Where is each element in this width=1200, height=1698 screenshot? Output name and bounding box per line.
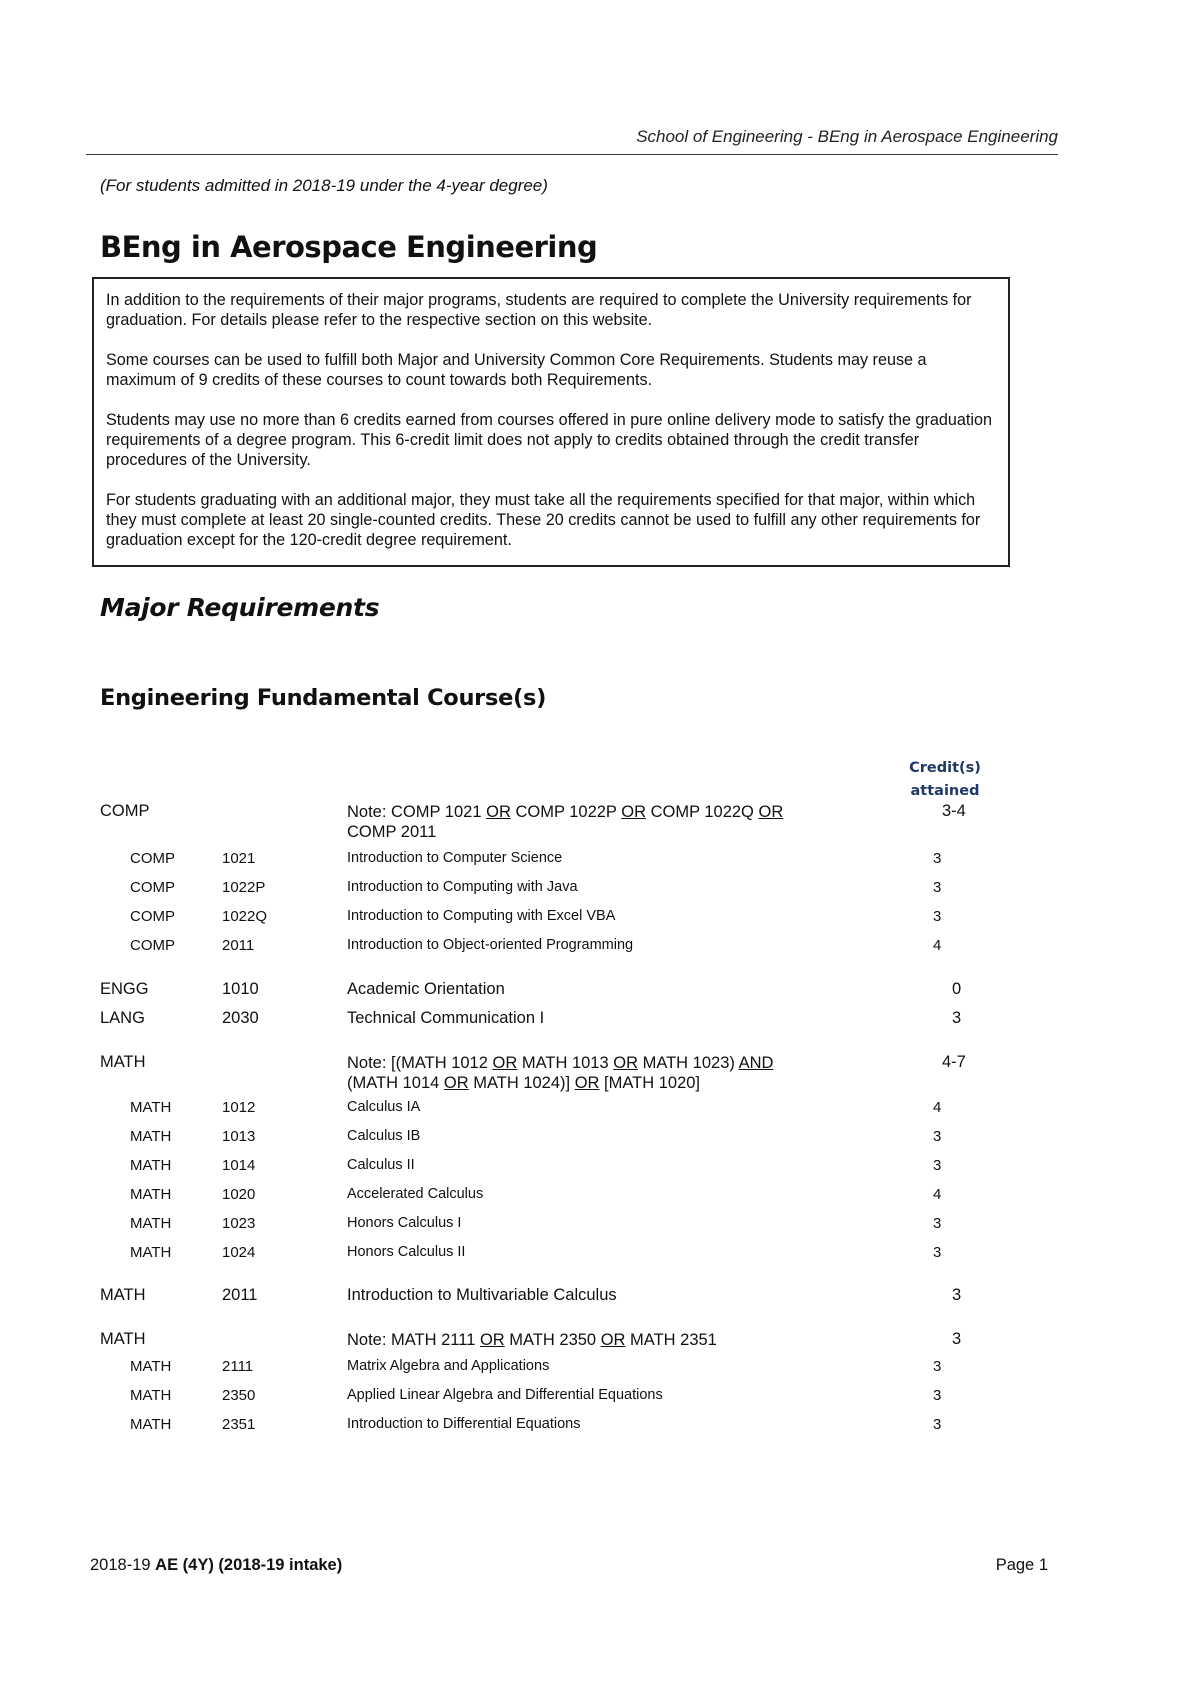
course-credits: 3: [952, 1286, 962, 1304]
course-subject: MATH: [130, 1387, 172, 1404]
course-title: Honors Calculus I: [347, 1215, 462, 1231]
admission-note: (For students admitted in 2018-19 under the 4-year degree): [100, 176, 548, 195]
requirements-notice-box: [92, 277, 1010, 567]
course-credits: 4: [933, 937, 942, 954]
course-subject: MATH: [130, 1244, 172, 1261]
course-credits: 3: [933, 1128, 942, 1145]
course-credits: 3: [952, 1330, 962, 1348]
course-subject: MATH: [130, 1416, 172, 1433]
course-number: 2011: [222, 1286, 258, 1304]
course-title: Introduction to Computing with Excel VBA: [347, 908, 616, 924]
course-subject: COMP: [130, 850, 175, 867]
course-number: 2351: [222, 1416, 256, 1433]
course-credits: 3: [933, 850, 942, 867]
course-number: 2350: [222, 1387, 256, 1404]
course-credits: 0: [952, 980, 962, 998]
header-divider: [86, 154, 1058, 155]
course-title: Applied Linear Algebra and Differential Equations: [347, 1387, 663, 1403]
course-subject: MATH: [130, 1358, 172, 1375]
course-number: 1024: [222, 1244, 256, 1261]
course-credits: 3-4: [942, 802, 966, 820]
course-title: Introduction to Object-oriented Programming: [347, 937, 634, 953]
course-number: 1014: [222, 1157, 256, 1174]
course-credits: 4-7: [942, 1053, 966, 1071]
course-subject: ENGG: [100, 980, 149, 998]
course-subject: COMP: [130, 937, 175, 954]
course-title: Accelerated Calculus: [347, 1186, 484, 1202]
course-credits: 3: [933, 879, 942, 896]
course-credits: 3: [933, 1215, 942, 1232]
course-subject: MATH: [130, 1099, 172, 1116]
course-credits: 3: [933, 1387, 942, 1404]
course-credits: 3: [933, 1416, 942, 1433]
course-credits: 3: [933, 908, 942, 925]
course-group-note: Note: COMP 1021 OR COMP 1022P OR COMP 1022Q OR COMP 2011: [347, 803, 784, 841]
notice-paragraph: Some courses can be used to fulfill both Major and University Common Core Requirements. Students may reuse a maximum of 9 credits of these courses to count towards both Requirements.: [106, 351, 927, 389]
course-title: Introduction to Differential Equations: [347, 1416, 581, 1432]
course-subject: MATH: [130, 1128, 172, 1145]
notice-paragraph: In addition to the requirements of their major programs, students are required to complete the University requirements for graduation. For details please refer to the respective section on this website.: [106, 291, 972, 329]
course-subject: COMP: [100, 802, 150, 820]
course-number: 1023: [222, 1215, 256, 1232]
footer-program: AE (4Y) (2018-19 intake): [155, 1556, 343, 1574]
course-subject: MATH: [130, 1215, 172, 1232]
credit-header-line: attained: [910, 783, 980, 799]
course-title: Calculus IB: [347, 1128, 421, 1144]
course-group-note: Note: MATH 2111 OR MATH 2350 OR MATH 2351: [347, 1331, 717, 1349]
footer-program-label: [90, 1556, 342, 1575]
document-header-title: School of Engineering - BEng in Aerospace Engineering: [636, 127, 1058, 146]
course-number: 1021: [222, 850, 256, 867]
credit-header-line: Credit(s): [909, 760, 981, 776]
course-title: Matrix Algebra and Applications: [347, 1358, 550, 1374]
course-credits: 3: [933, 1358, 942, 1375]
course-subject: MATH: [100, 1053, 146, 1071]
course-subject: MATH: [100, 1330, 146, 1348]
course-group-note: Note: [(MATH 1012 OR MATH 1013 OR MATH 1023) AND (MATH 1014 OR MATH 1024)] OR [MATH 1020]: [347, 1054, 774, 1092]
course-credits: 4: [933, 1186, 942, 1203]
course-subject: MATH: [100, 1286, 146, 1304]
course-number: 1013: [222, 1128, 256, 1145]
course-title: Honors Calculus II: [347, 1244, 466, 1260]
course-subject: COMP: [130, 879, 175, 896]
course-subject: MATH: [130, 1157, 172, 1174]
footer-page-number: Page 1: [995, 1556, 1048, 1574]
footer-year: 2018-19: [90, 1556, 151, 1574]
course-subject: COMP: [130, 908, 175, 925]
course-subject: LANG: [100, 1009, 145, 1027]
course-number: 1010: [222, 980, 259, 998]
section-title: Major Requirements: [100, 593, 380, 622]
course-number: 2030: [222, 1009, 259, 1027]
course-title: Academic Orientation: [347, 980, 505, 998]
course-title: Introduction to Computing with Java: [347, 879, 578, 895]
page-title: BEng in Aerospace Engineering: [100, 230, 598, 264]
course-title: Calculus IA: [347, 1099, 421, 1115]
course-credits: 3: [933, 1157, 942, 1174]
subsection-title: Engineering Fundamental Course(s): [100, 685, 547, 711]
course-title: Introduction to Multivariable Calculus: [347, 1286, 617, 1304]
course-credits: 4: [933, 1099, 942, 1116]
course-number: 1012: [222, 1099, 256, 1116]
course-number: 2111: [222, 1358, 254, 1375]
course-title: Technical Communication I: [347, 1009, 545, 1027]
credit-column-header: [905, 757, 985, 803]
course-credits: 3: [952, 1009, 962, 1027]
course-number: 1022P: [222, 879, 266, 896]
course-title: Calculus II: [347, 1157, 415, 1173]
course-number: 1022Q: [222, 908, 268, 925]
course-credits: 3: [933, 1244, 942, 1261]
notice-paragraph: For students graduating with an additional major, they must take all the requirements specified for that major, within which they must complete at least 20 single-counted credits. These 20 credits cannot be used to fulfill any other requirements for graduation except for the 120-credit degree requirement.: [106, 491, 981, 549]
notice-paragraph: Students may use no more than 6 credits earned from courses offered in pure online delivery mode to satisfy the graduation requirements of a degree program. This 6-credit limit does not apply to credits obtained through the credit transfer procedures of the University.: [106, 411, 993, 469]
course-title: Introduction to Computer Science: [347, 850, 563, 866]
course-subject: MATH: [130, 1186, 172, 1203]
course-number: 1020: [222, 1186, 256, 1203]
course-number: 2011: [222, 937, 255, 954]
